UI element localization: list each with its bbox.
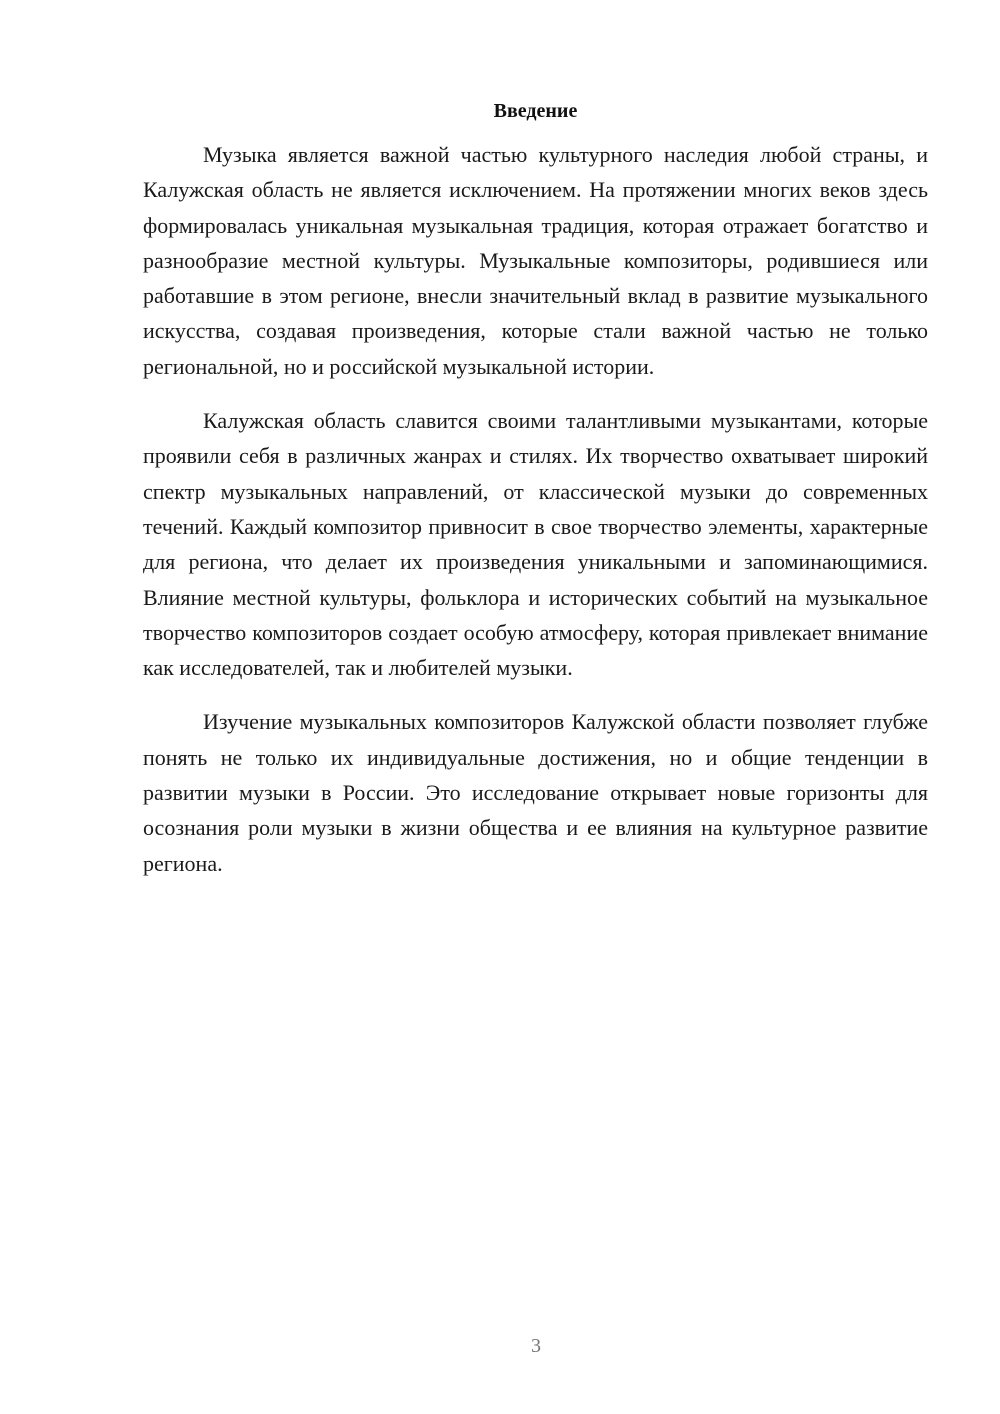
page-content <box>143 97 928 900</box>
paragraph-1: Музыка является важной частью культурного наследия любой страны, и Калужская область не является исключением. На протяжении многих веков здесь формировалась уникальная музыкальная традиция, которая отражает богатство и разнообразие местной культуры. Музыкальные композиторы, родившиеся или работавшие в этом регионе, внесли значительный вклад в развитие музыкального искусства, создавая произведения, которые стали важной частью не только региональной, но и российской музыкальной истории. <box>143 142 928 379</box>
section-title: Введение <box>493 100 578 122</box>
paragraph-2: Калужская область славится своими талантливыми музыкантами, которые проявили себя в различных жанрах и стилях. Их творчество охватывает широкий спектр музыкальных направлений, от классической музыки до современных течений. Каждый композитор привносит в свое творчество элементы, характерные для региона, что делает их произведения уникальными и запоминающимися. Влияние местной культуры, фольклора и исторических событий на музыкальное творчество композиторов создает особую атмосферу, которая привлекает внимание как исследователей, так и любителей музыки. <box>143 408 928 681</box>
paragraph-3: Изучение музыкальных композиторов Калужской области позволяет глубже понять не только их индивидуальные достижения, но и общие тенденции в развитии музыки в России. Это исследование открывает новые горизонты для осознания роли музыки в жизни общества и ее влияния на культурное развитие региона. <box>143 709 928 876</box>
page-number: 3 <box>531 1335 541 1357</box>
